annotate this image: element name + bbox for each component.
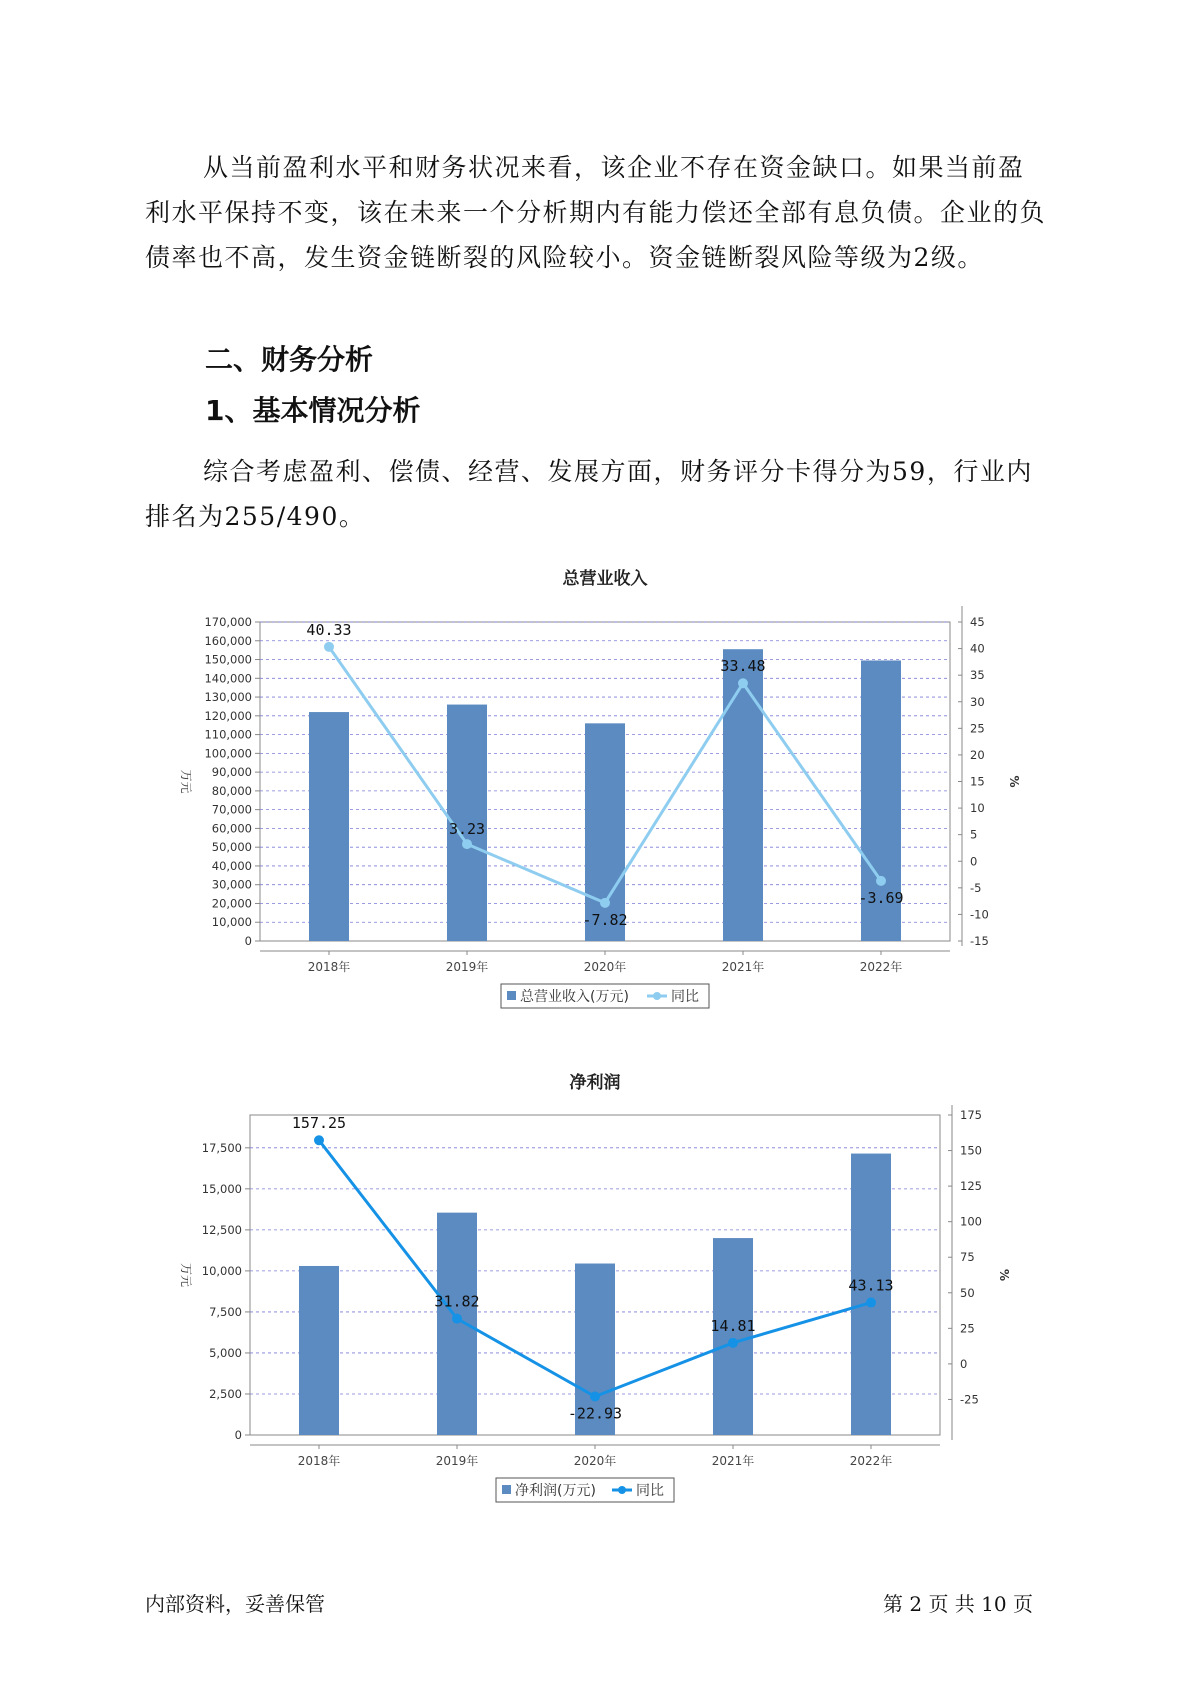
yoy-point xyxy=(324,642,334,652)
x-tick-label: 2018年 xyxy=(307,960,351,974)
y2-tick-label: 25 xyxy=(960,1321,975,1336)
x-tick-label: 2021年 xyxy=(721,960,765,974)
y-tick-label: 5,000 xyxy=(209,1345,242,1360)
y2-tick-label: -25 xyxy=(960,1392,979,1407)
y2-tick-label: 0 xyxy=(970,854,978,869)
y-tick-label: 10,000 xyxy=(201,1263,242,1278)
y-tick-label: 140,000 xyxy=(204,671,252,686)
y2-tick-label: 125 xyxy=(960,1179,982,1194)
y-tick-label: 150,000 xyxy=(204,652,252,667)
y-tick-label: 110,000 xyxy=(204,727,252,742)
y2-tick-label: 175 xyxy=(960,1108,982,1122)
y-tick-label: 17,500 xyxy=(201,1140,242,1155)
footer-confidential: 内部资料，妥善保管 xyxy=(145,1592,325,1616)
chart-total-revenue xyxy=(170,566,1030,1036)
chart-net-profit-svg xyxy=(170,1070,1030,1540)
y-axis-label: 万元 xyxy=(179,769,193,794)
yoy-data-label: 157.25 xyxy=(291,1114,347,1133)
yoy-data-label: -3.69 xyxy=(858,888,904,907)
y2-tick-label: -5 xyxy=(970,880,982,895)
yoy-point xyxy=(314,1135,324,1145)
y-tick-label: 100,000 xyxy=(204,746,252,761)
y2-tick-label: 50 xyxy=(960,1285,975,1300)
x-tick-label: 2022年 xyxy=(849,1454,893,1468)
y2-axis-label: % xyxy=(997,1268,1011,1282)
x-tick-label: 2019年 xyxy=(445,960,489,974)
x-tick-label: 2020年 xyxy=(583,960,627,974)
legend-line-marker xyxy=(653,992,661,1000)
x-tick-label: 2022年 xyxy=(859,960,903,974)
chart-title: 净利润 xyxy=(569,1073,621,1093)
y2-tick-label: 30 xyxy=(970,694,985,709)
x-tick-label: 2021年 xyxy=(711,1454,755,1468)
y2-tick-label: 150 xyxy=(960,1143,982,1158)
yoy-point xyxy=(876,876,886,886)
y2-tick-label: -15 xyxy=(970,934,989,948)
y-tick-label: 10,000 xyxy=(211,915,252,930)
y-tick-label: 30,000 xyxy=(211,877,252,892)
yoy-data-label: 3.23 xyxy=(448,820,486,839)
y-tick-label: 2,500 xyxy=(209,1386,242,1401)
y-tick-label: 120,000 xyxy=(204,708,252,723)
y2-axis-label: % xyxy=(1007,775,1021,788)
bar-2021年 xyxy=(713,1238,753,1435)
y2-tick-label: 20 xyxy=(970,747,985,762)
y-tick-label: 60,000 xyxy=(211,821,252,836)
y-tick-label: 80,000 xyxy=(211,783,252,798)
yoy-data-label: -7.82 xyxy=(582,910,628,929)
bar-2021年 xyxy=(723,649,763,941)
footer-page-number: 第 2 页 共 10 页 xyxy=(883,1592,1033,1616)
chart-title: 总营业收入 xyxy=(562,569,648,589)
y-tick-label: 70,000 xyxy=(211,802,252,817)
yoy-point xyxy=(738,678,748,688)
legend-line-label: 同比 xyxy=(636,1483,664,1499)
x-tick-label: 2019年 xyxy=(435,1454,479,1468)
heading-basic-analysis: 1、基本情况分析 xyxy=(205,394,421,427)
chart-net-profit xyxy=(170,1070,1030,1540)
yoy-data-label: 14.81 xyxy=(710,1316,756,1335)
chart-total-revenue-svg xyxy=(170,566,1030,1036)
y-tick-label: 50,000 xyxy=(211,840,252,855)
y2-tick-label: -10 xyxy=(970,907,989,922)
y-tick-label: 40,000 xyxy=(211,858,252,873)
yoy-point xyxy=(590,1392,600,1402)
x-tick-label: 2018年 xyxy=(297,1454,341,1468)
y-axis-label: 万元 xyxy=(179,1262,193,1288)
y2-tick-label: 75 xyxy=(960,1250,975,1265)
y2-tick-label: 15 xyxy=(970,774,985,789)
y2-tick-label: 40 xyxy=(970,641,985,656)
yoy-data-label: 43.13 xyxy=(848,1276,894,1295)
y-tick-label: 170,000 xyxy=(204,615,252,629)
bar-2018年 xyxy=(299,1266,339,1435)
yoy-point xyxy=(600,898,610,908)
bar-2018年 xyxy=(309,712,349,941)
bar-2019年 xyxy=(437,1213,477,1435)
heading-financial-analysis: 二、财务分析 xyxy=(205,343,374,376)
y-tick-label: 90,000 xyxy=(211,765,252,780)
y-tick-label: 130,000 xyxy=(204,690,252,705)
y-tick-label: 20,000 xyxy=(211,896,252,911)
yoy-point xyxy=(728,1338,738,1348)
paragraph-scorecard: 综合考虑盈利、偿债、经营、发展方面，财务评分卡得分为59，行业内排名为255/490。 xyxy=(145,457,1033,531)
legend-line-label: 同比 xyxy=(671,989,699,1005)
legend-bar-label: 净利润(万元) xyxy=(515,1483,596,1499)
legend-bar-swatch xyxy=(502,1485,511,1494)
yoy-point xyxy=(452,1314,462,1324)
y-tick-label: 0 xyxy=(244,934,252,948)
paragraph-risk-summary: 从当前盈利水平和财务状况来看，该企业不存在资金缺口。如果当前盈利水平保持不变，该在未来一个分析期内有能力偿还全部有息负债。企业的负债率也不高，发生资金链断裂的风险较小。资金链断裂风险等级为2级。 xyxy=(145,153,1047,272)
y-tick-label: 160,000 xyxy=(204,633,252,648)
legend-bar-swatch xyxy=(507,991,516,1000)
yoy-data-label: 33.48 xyxy=(720,657,766,676)
yoy-point xyxy=(462,839,472,849)
y-tick-label: 7,500 xyxy=(209,1304,242,1319)
x-tick-label: 2020年 xyxy=(573,1454,617,1468)
legend-line-marker xyxy=(618,1486,626,1494)
legend-bar-label: 总营业收入(万元) xyxy=(520,989,629,1005)
y2-tick-label: 25 xyxy=(970,721,985,736)
y2-tick-label: 100 xyxy=(960,1214,982,1229)
yoy-point xyxy=(866,1298,876,1308)
y-tick-label: 12,500 xyxy=(201,1222,242,1237)
y2-tick-label: 5 xyxy=(970,827,978,842)
y2-tick-label: 45 xyxy=(970,615,985,629)
yoy-data-label: 31.82 xyxy=(434,1292,480,1311)
y-tick-label: 15,000 xyxy=(201,1181,242,1196)
y2-tick-label: 10 xyxy=(970,801,985,816)
yoy-data-label: -22.93 xyxy=(567,1404,623,1423)
y-tick-label: 0 xyxy=(234,1428,242,1442)
y2-tick-label: 35 xyxy=(970,668,985,683)
y2-tick-label: 0 xyxy=(960,1356,968,1371)
bar-2020年 xyxy=(585,723,625,941)
yoy-data-label: 40.33 xyxy=(306,620,352,639)
